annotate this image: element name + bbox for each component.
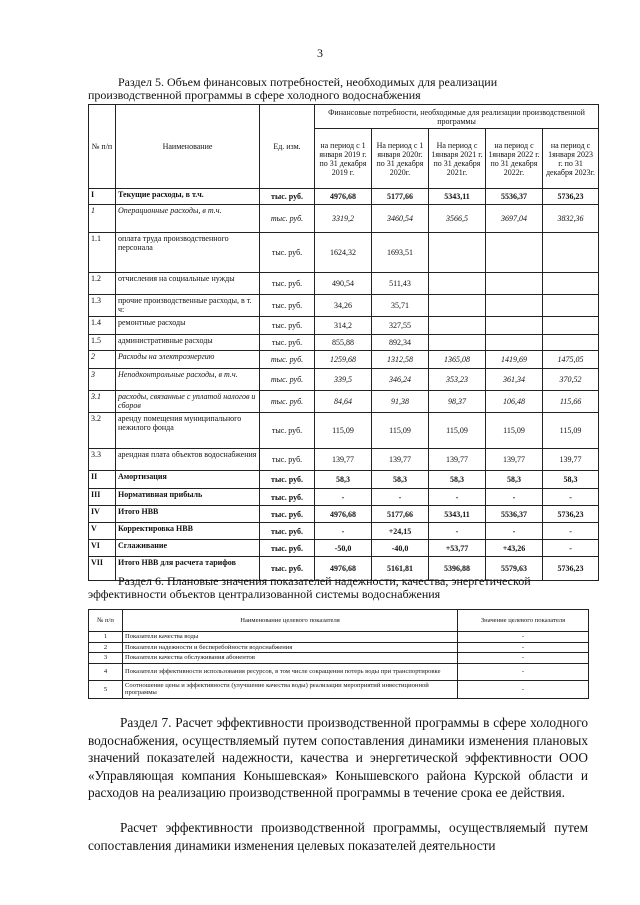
section6-table <box>88 609 589 699</box>
row-value: 4976,68 <box>315 506 372 523</box>
row-value: 3566,5 <box>429 205 486 233</box>
row-name: Показатели качества воды <box>123 632 458 643</box>
row-value <box>486 335 543 351</box>
row-value: 511,43 <box>372 273 429 295</box>
row-name: Нормативная прибыль <box>116 489 260 506</box>
row-value: 5343,11 <box>429 189 486 205</box>
row-value: 115,09 <box>543 413 599 449</box>
row-value: 3832,36 <box>543 205 599 233</box>
row-value <box>486 233 543 273</box>
row-num: VII <box>89 557 116 581</box>
row-name: Показатели эффективности использования ресурсов, в том числе сокращения потерь воды при транспортировке <box>123 663 458 680</box>
table-row <box>89 540 599 557</box>
row-value: 1475,05 <box>543 351 599 369</box>
row-value: 5736,23 <box>543 557 599 581</box>
row-value: 115,09 <box>372 413 429 449</box>
row-name: Итого НВВ <box>116 506 260 523</box>
table-row <box>89 632 589 643</box>
row-num: 2 <box>89 351 116 369</box>
row-name: арендная плата объектов водоснабжения <box>116 449 260 471</box>
row-value: - <box>458 663 589 680</box>
row-name: Показатели качества обслуживания абонентов <box>123 653 458 664</box>
row-num: IV <box>89 506 116 523</box>
row-value <box>429 335 486 351</box>
row-value: 139,77 <box>486 449 543 471</box>
row-unit: тыс. руб. <box>260 449 315 471</box>
row-name: Соотношение цены и эффективности (улучшение качества воды) реализации мероприятий инвестиционной программы <box>123 680 458 698</box>
row-name: Сглаживание <box>116 540 260 557</box>
row-value: - <box>543 523 599 540</box>
table-row <box>89 653 589 664</box>
header-period: на период с 1января 2022 г. по 31 декабря 2022г. <box>486 129 543 189</box>
row-name: Корректировка НВВ <box>116 523 260 540</box>
row-value: 4976,68 <box>315 557 372 581</box>
table-row <box>89 391 599 413</box>
row-value <box>429 273 486 295</box>
row-value: 855,88 <box>315 335 372 351</box>
header-period: на период с 1января 2023 г. по 31 декабря 2023г. <box>543 129 599 189</box>
row-value: 314,2 <box>315 317 372 335</box>
row-unit: тыс. руб. <box>260 506 315 523</box>
row-name: расходы, связанные с уплатой налогов и сборов <box>116 391 260 413</box>
row-num: III <box>89 489 116 506</box>
row-num: V <box>89 523 116 540</box>
row-value: - <box>458 680 589 698</box>
row-value: - <box>458 642 589 653</box>
row-value: 3697,04 <box>486 205 543 233</box>
row-value: 5736,23 <box>543 506 599 523</box>
row-value: 5177,66 <box>372 189 429 205</box>
row-value: 139,77 <box>315 449 372 471</box>
row-num: 3.2 <box>89 413 116 449</box>
row-value: 5177,66 <box>372 506 429 523</box>
table-row <box>89 205 599 233</box>
table-row <box>89 506 599 523</box>
row-value: - <box>486 489 543 506</box>
table-row <box>89 351 599 369</box>
row-value: 892,34 <box>372 335 429 351</box>
row-value: 34,26 <box>315 295 372 317</box>
row-value: 1693,51 <box>372 233 429 273</box>
row-value: 361,34 <box>486 369 543 391</box>
row-unit: тыс. руб. <box>260 273 315 295</box>
row-value: +43,26 <box>486 540 543 557</box>
table-row <box>89 471 599 489</box>
table-row <box>89 273 599 295</box>
row-value: 115,09 <box>429 413 486 449</box>
row-value: 3460,54 <box>372 205 429 233</box>
table-row <box>89 335 599 351</box>
row-value: 327,55 <box>372 317 429 335</box>
row-value: 58,3 <box>372 471 429 489</box>
header-num: № п/п <box>89 105 116 189</box>
row-value <box>429 317 486 335</box>
section5-title <box>88 76 588 102</box>
row-value: 106,48 <box>486 391 543 413</box>
row-unit: тыс. руб. <box>260 233 315 273</box>
row-value: -50,0 <box>315 540 372 557</box>
row-name: Расходы на электроэнергию <box>116 351 260 369</box>
header-value: Значение целевого показателя <box>458 610 589 632</box>
row-value: 1312,58 <box>372 351 429 369</box>
row-value: 58,3 <box>543 471 599 489</box>
row-value: 1624,32 <box>315 233 372 273</box>
row-name: Итого НВВ для расчета тарифов <box>116 557 260 581</box>
row-num: 2 <box>89 642 123 653</box>
section6-title-line2: эффективности объектов централизованной системы водоснабжения <box>88 587 441 601</box>
row-num: 3.3 <box>89 449 116 471</box>
row-unit: тыс. руб. <box>260 351 315 369</box>
row-value: 5536,37 <box>486 506 543 523</box>
row-value: 58,3 <box>315 471 372 489</box>
table-row <box>89 523 599 540</box>
row-num: 3.1 <box>89 391 116 413</box>
row-value: - <box>372 489 429 506</box>
row-value <box>543 317 599 335</box>
row-unit: тыс. руб. <box>260 189 315 205</box>
table-row <box>89 642 589 653</box>
table-row <box>89 413 599 449</box>
row-value: 35,71 <box>372 295 429 317</box>
table-row <box>89 449 599 471</box>
row-value: 115,66 <box>543 391 599 413</box>
row-value: 84,64 <box>315 391 372 413</box>
row-name: отчисления на социальные нужды <box>116 273 260 295</box>
row-num: 1.4 <box>89 317 116 335</box>
row-num: 1.5 <box>89 335 116 351</box>
section5-title-line2: производственной программы в сфере холодного водоснабжения <box>88 88 421 102</box>
row-value: -40,0 <box>372 540 429 557</box>
row-value: - <box>429 523 486 540</box>
row-value: 1365,08 <box>429 351 486 369</box>
section7-paragraph1: Раздел 7. Расчет эффективности производственной программы в сфере холодного водоснабжения, осуществляемый путем сопоставления динамики изменения плановых значений показателей надежности, качества и энергетической эффективности ООО «Управляющая компания Конышевская» Конышевского района Курской области и расходов на реализацию производственной программы в течение срока ее действия. <box>88 715 588 800</box>
page-number: 3 <box>317 46 323 60</box>
row-unit: тыс. руб. <box>260 335 315 351</box>
row-value: 5579,63 <box>486 557 543 581</box>
row-value: 115,09 <box>315 413 372 449</box>
row-value: - <box>543 540 599 557</box>
row-value: - <box>458 632 589 643</box>
row-value: +24,15 <box>372 523 429 540</box>
row-unit: тыс. руб. <box>260 295 315 317</box>
table-row <box>89 663 589 680</box>
header-group: Финансовые потребности, необходимые для реализации производственной программы <box>315 105 599 129</box>
section6-title-line1: Раздел 6. Плановые значения показателей надежности, качества, энергетической <box>118 574 531 588</box>
row-value: 58,3 <box>486 471 543 489</box>
header-period: На период с 1января 2021 г. по 31 декабря 2021г. <box>429 129 486 189</box>
row-unit: тыс. руб. <box>260 369 315 391</box>
row-value <box>543 273 599 295</box>
row-name: административные расходы <box>116 335 260 351</box>
table-row <box>89 369 599 391</box>
header-period: на период с 1 января 2019 г. по 31 декабря 2019 г. <box>315 129 372 189</box>
row-unit: тыс. руб. <box>260 317 315 335</box>
section5-title-line1: Раздел 5. Объем финансовых потребностей, необходимых для реализации <box>118 75 498 89</box>
row-value: - <box>315 523 372 540</box>
row-num: 1.2 <box>89 273 116 295</box>
row-name: Неподконтрольные расходы, в т.ч. <box>116 369 260 391</box>
header-period: На период с 1 января 2020г. по 31 декабря 2020г. <box>372 129 429 189</box>
row-value: - <box>486 523 543 540</box>
row-value: 139,77 <box>429 449 486 471</box>
row-value: 1259,68 <box>315 351 372 369</box>
section5-table <box>88 104 599 581</box>
row-num: 3 <box>89 369 116 391</box>
row-value: 5736,23 <box>543 189 599 205</box>
row-num: 1.1 <box>89 233 116 273</box>
header-name: Наименование <box>116 105 260 189</box>
row-value <box>429 233 486 273</box>
row-name: Текущие расходы, в т.ч. <box>116 189 260 205</box>
row-name: прочие производственные расходы, в т. ч: <box>116 295 260 317</box>
row-value <box>429 295 486 317</box>
row-unit: тыс. руб. <box>260 413 315 449</box>
row-name: оплата труда производственного персонала <box>116 233 260 273</box>
row-name: Операционные расходы, в т.ч. <box>116 205 260 233</box>
row-num: 3 <box>89 653 123 664</box>
row-num: 1 <box>89 205 116 233</box>
row-value: +53,77 <box>429 540 486 557</box>
table-row <box>89 489 599 506</box>
row-value: 139,77 <box>372 449 429 471</box>
row-value: 5536,37 <box>486 189 543 205</box>
row-num: VI <box>89 540 116 557</box>
row-name: ремонтные расходы <box>116 317 260 335</box>
row-unit: тыс. руб. <box>260 489 315 506</box>
table-row <box>89 680 589 698</box>
row-value: 139,77 <box>543 449 599 471</box>
row-value: - <box>315 489 372 506</box>
row-num: II <box>89 471 116 489</box>
row-unit: тыс. руб. <box>260 557 315 581</box>
row-value: - <box>458 653 589 664</box>
row-value <box>543 335 599 351</box>
row-value: 115,09 <box>486 413 543 449</box>
row-value: - <box>429 489 486 506</box>
row-value: 5161,81 <box>372 557 429 581</box>
row-value: 91,38 <box>372 391 429 413</box>
row-value: 370,52 <box>543 369 599 391</box>
row-value: 339,5 <box>315 369 372 391</box>
section6-title <box>88 575 588 601</box>
row-value: 58,3 <box>429 471 486 489</box>
row-unit: тыс. руб. <box>260 523 315 540</box>
row-unit: тыс. руб. <box>260 471 315 489</box>
table-row <box>89 317 599 335</box>
row-value <box>486 317 543 335</box>
row-value <box>486 273 543 295</box>
row-num: 1 <box>89 632 123 643</box>
row-num: 1.3 <box>89 295 116 317</box>
row-value: 5396,88 <box>429 557 486 581</box>
row-name: аренду помещения муниципального нежилого фонда <box>116 413 260 449</box>
row-value: 353,23 <box>429 369 486 391</box>
row-value: - <box>543 489 599 506</box>
row-value <box>543 295 599 317</box>
row-value: 98,37 <box>429 391 486 413</box>
row-value: 346,24 <box>372 369 429 391</box>
table-row <box>89 295 599 317</box>
row-value: 3319,2 <box>315 205 372 233</box>
row-num: I <box>89 189 116 205</box>
row-num: 4 <box>89 663 123 680</box>
header-num: № п/п <box>89 610 123 632</box>
row-value <box>543 233 599 273</box>
row-num: 5 <box>89 680 123 698</box>
section7-paragraph2: Расчет эффективности производственной программы, осуществляемый путем сопоставления динамики изменения целевых показателей деятельности <box>88 820 588 853</box>
row-unit: тыс. руб. <box>260 205 315 233</box>
table-row <box>89 233 599 273</box>
row-value <box>486 295 543 317</box>
header-unit: Ед. изм. <box>260 105 315 189</box>
row-value: 1419,69 <box>486 351 543 369</box>
header-name: Наименование целевого показателя <box>123 610 458 632</box>
row-name: Амортизация <box>116 471 260 489</box>
row-value: 490,54 <box>315 273 372 295</box>
row-value: 4976,68 <box>315 189 372 205</box>
table-row <box>89 189 599 205</box>
row-name: Показатели надежности и бесперебойности водоснабжения <box>123 642 458 653</box>
row-unit: тыс. руб. <box>260 391 315 413</box>
row-value: 5343,11 <box>429 506 486 523</box>
row-unit: тыс. руб. <box>260 540 315 557</box>
